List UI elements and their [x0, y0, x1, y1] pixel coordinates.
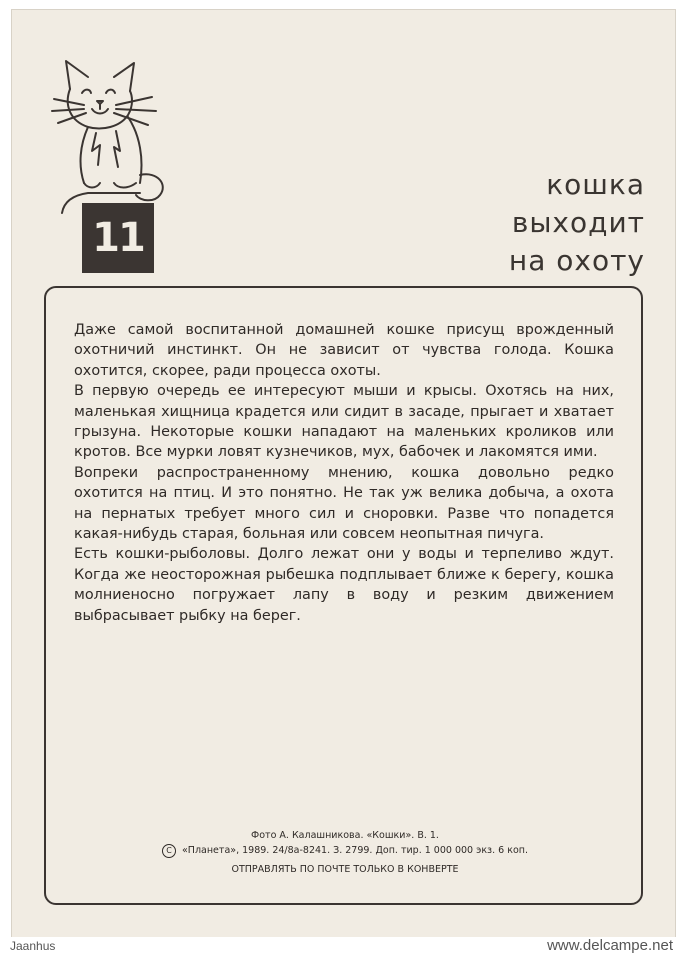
title-line-3: на охоту [508, 244, 645, 277]
paragraph-3: Вопреки распространенному мнению, кошка довольно редко охотится на птиц. И это понятно. Не так уж велика добыча, а охота на пернатых требует много сил и сноровки. Разве что попадется какая-нибудь старая, больная или совсем неопытная пичуга. [74, 464, 614, 543]
page-footer [0, 937, 685, 957]
publisher-line [130, 843, 560, 858]
card-number-badge: 11 [82, 203, 154, 273]
paragraph-2: В первую очередь ее интересуют мыши и крысы. Охотясь на них, маленькая хищница крадется или сидит в засаде, прыгает и хватает грызуна. Некоторые кошки нападают на маленьких кроликов или кротов. Все мурки ловят кузнечиков, мух, бабочек и лакомятся ими. [74, 383, 614, 461]
paragraph-4: Есть кошки-рыболовы. Долго лежат они у воды и терпеливо ждут. Когда же неосторожная рыбешка подплывает ближе к берегу, кошка молниеносно погружает лапу в воду и резким движением выбрасывает рыбку на берег. [74, 546, 614, 624]
credits [130, 828, 560, 877]
copyright-icon: C [162, 844, 176, 858]
mail-note: ОТПРАВЛЯТЬ ПО ПОЧТЕ ТОЛЬКО В КОНВЕРТЕ [231, 864, 459, 875]
card-title [285, 166, 645, 280]
body-text [74, 320, 614, 626]
photo-credit: Фото А. Калашникова. «Кошки». В. 1. [251, 830, 439, 841]
cat-drawing-icon [44, 55, 170, 215]
footer-seller: Jaanhus [10, 939, 56, 953]
paragraph-1: Даже самой воспитанной домашней кошке присущ врожденный охотничий инстинкт. Он не зависит от чувства голода. Кошка охотится, скорее, ради процесса охоты. [74, 322, 614, 379]
footer-site-link[interactable]: www.delcampe.net [547, 937, 673, 954]
publisher-text: «Планета», 1989. 24/8а-8241. З. 2799. Доп. тир. 1 000 000 экз. 6 коп. [182, 845, 528, 856]
title-line-1: кошка [546, 168, 645, 201]
title-line-2: выходит [511, 206, 645, 239]
